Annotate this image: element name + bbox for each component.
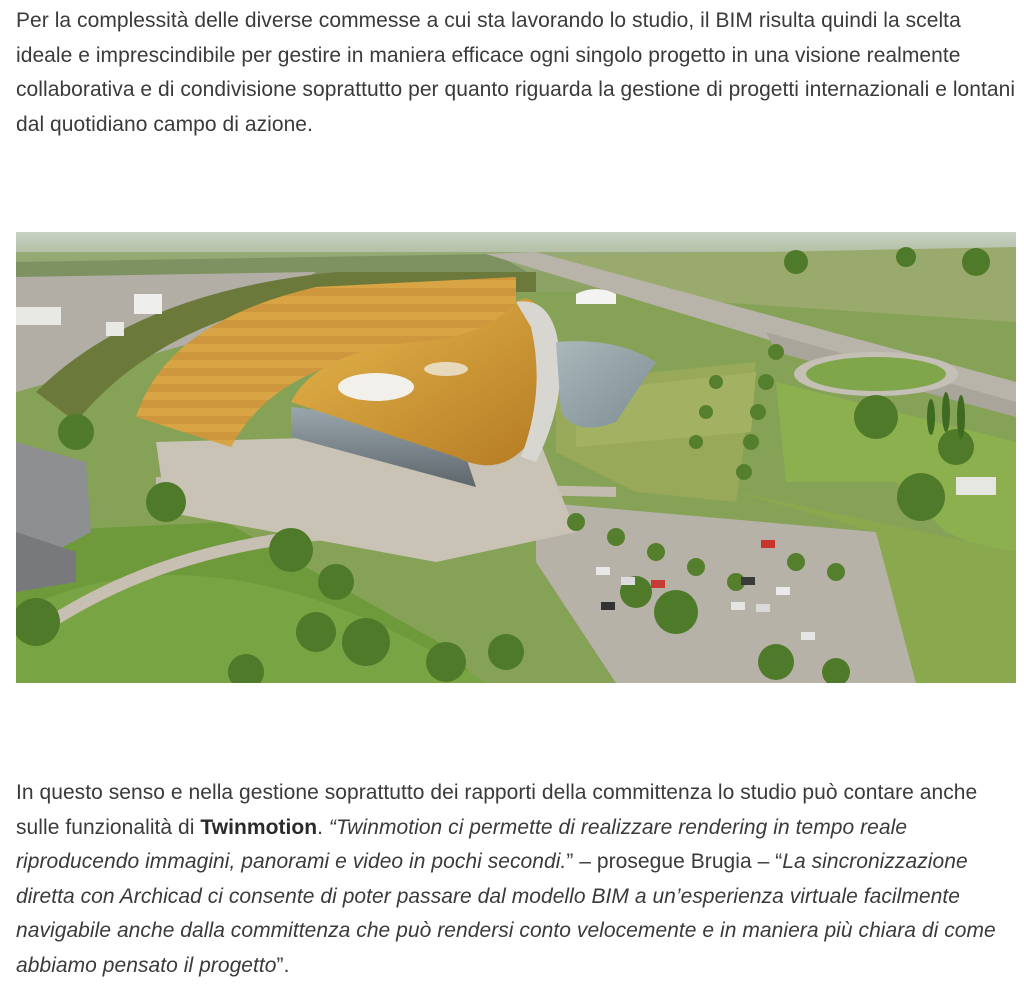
quote-end: ”. [276,953,290,977]
brand-trailing: . [317,815,329,839]
brand-name: Twinmotion [200,815,318,839]
paragraph-twinmotion [16,776,1016,984]
aerial-render-image [16,232,1016,683]
quote-one: “Twinmotion ci permette di realizzare rendering in tempo reale riproducendo immagini, panorami e video in pochi secondi. [16,815,908,874]
quote-two: La sincronizzazione diretta con Archicad ci consente di poter passare dal modello BIM a un’esperienza virtuale facilmente navigabile anche dalla committenza che può rendersi conto velocemente e in maniera più chiara di come abbiamo pensato il progetto [16,850,996,977]
quote-attribution: ” – prosegue Brugia – “ [566,850,783,874]
paragraph-lead-text: In questo senso e nella gestione soprattutto dei rapporti della committenza lo studio può contare anche sulle funzionalità di [16,781,978,839]
paragraph-intro: Per la complessità delle diverse commesse a cui sta lavorando lo studio, il BIM risulta quindi la scelta ideale e imprescindibile per gestire in maniera efficace ogni singolo progetto in una visione realmente collaborativa e di condivisione soprattutto per quanto riguarda la gestione di progetti internazionali e lontani dal quotidiano campo di azione. [16,9,1016,136]
